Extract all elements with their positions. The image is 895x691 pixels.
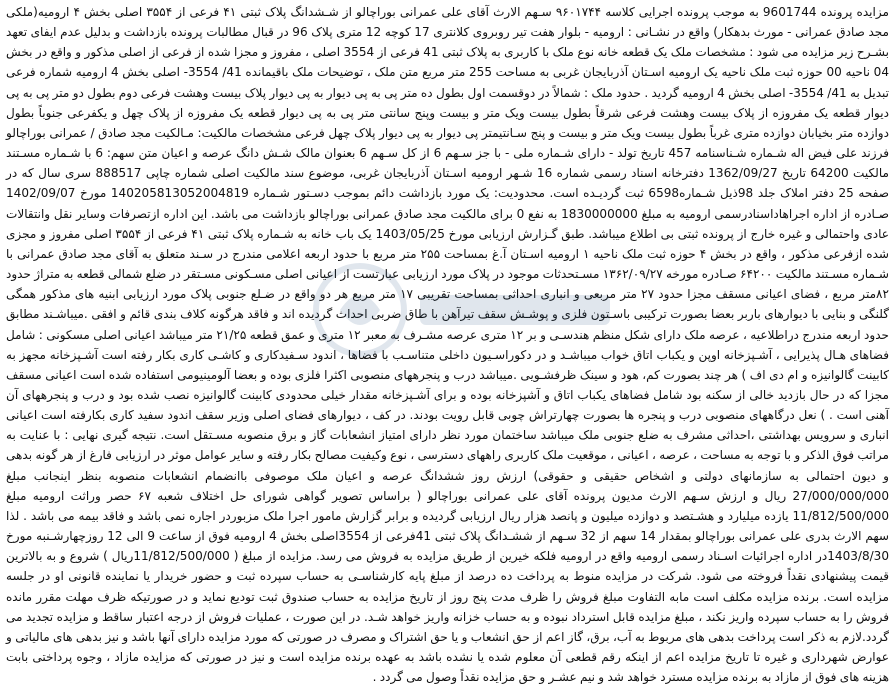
auction-notice-body: مزایده پرونده 9601744 به موجب پرونده اجرایی کلاسه ۹۶۰۱۷۴۴ سـهم الارث آقای علی عمرانی بوراچالو از شـشدانگ پلاک ثبتی ۴۱ فرعی از ۳۵۵۴ اصلی بخش ۴ ارومیه(ملکی مجد صادق عمرانی - مورث بدهکار) واقع در نشـانی : ارومیه - بلوار هفت تیر روبروی کلانتری 17 کوچه 12 متری پلاک 96 در قبال مطالبات پرونده بازداشت و بدلیل عدم ایفای تعهد بشـرح زیر مزایده می شود : مشخصات ملک یک قطعه خانه نوع ملک با کاربری به پلاک ثبتی 41 فرعی از 3554 اصلی ، مفروز و مجزا شده از فرعی از اصلی مذکور و واقع در بخش 04 ناحیه 00 حوزه ثبت ملک ناحیه یک ارومیه اسـتان آذربایجان غربی به مساحت 255 متر مربع متن ملک ، توضیحات ملک باقیمانده 41/ 3554- اصلی بخش 4 ارومیه شماره فرعی تبدیل به 41/ 3554- اصلی بخش 4 ارومیه گردید . حدود ملک : شمالاً در دوقسمت اول بطول ده متر پی به پی دیوار به پی دیوار پلاک بیست وهشت فرعی دوم بطول دو متر پی به پی دیوار قطعه یک مفروزه از پلاک بیست وهشت فرعی شرقاً بطول بیست ویک متر و بیست وپنج سانتی متر پی به پی دیوار قطعه یک مفروزه از پلاک چهل و یکفرعی جنوباً بطول دوازده متر بخیابان دوازده متری غرباً بطول بیست ویک متر و بیست و پنج سـانتیمتر پی دیوار به پی دیوار پلاک چهل فرعی مشخصات مالکیت: مـالکیت مجد صادق / عمرانی بوراچالو فرزند علی فیض اله شـماره شـناسنامه 457 تاریخ تولد - دارای شـماره ملی - با جز سـهم 6 از کل سـهم 6 بعنوان مالک شـش دانگ عرصه و اعیان متن سهم: 6 با شـماره مسـتند مالکیت 64200 تاریخ 1362/09/27 دفترخانه اسناد رسمی شماره 16 شـهر ارومیه اسـتان آذربایجان غربی، موضوع سند مالکیت اصلی شماره چاپی 888517 سری سال که در صفحه 25 دفتر املاک جلد 98ذیل شـماره6598 ثبت گردیـده است. محدودیت: یک مورد بازداشت دائم بموجب دسـتور شـماره 140205813052004819 مورخ 1402/09/07 صـادره از اداره اجراهاداسنادرسمی ارومیه به مبلغ 1830000000 به نفع 0 برای مالکیت مجد صادق عمرانی بوراچالو بازداشت می باشد. این اداره ازتصرفات وسایر نقل وانتقالات عادی واحتمالی و غیره خارج از پرونده ثبتی بی اطلاع میباشد. طبق گـزارش ارزیابی مورخ 1403/05/25 یک باب خانه به شـماره پلاک ثبتی ۴۱ فرعی از ۳۵۵۴ اصلی مفروز و مجزی شده ازفرعی مذکور ، واقع در بخش ۴ حوزه ثبت ملک ناحیه ۱ ارومیه اسـتان آ.غ بمساحت ۲۵۵ متر مربع با حدود اربعه اعلامی مندرج در سـند متعلق به آقای مجد صادق عمرانی با شـماره مسـتند مالکیت ۶۴۲۰۰ صـادره مورخه ۱۳۶۲/۰۹/۲۷ مسـتحدثات موجود در پلاک مورد ارزیابی عبارتست از اعیانی اصلی مسـکونی مسـتقر در ضلع شمالی قطعه به متراژ حدود ۸۲متر مربع ، فضای اعیانی مسقف مجزا حدود ۲۷ متر مربعی و انباری احداثی بمساحت تقریبی ۱۷ متر مربع هر دو واقع در ضـلع جنوبی پلاک مورد ارزیابی ابنیه های مذکور همگی گلنگی و بنایی با دیوارهای باربر بعضا بصورت ترکیبی باسـتون فلزی و پوشـش سقف تیرآهن با طاق ضربی احداث گردیده اند و فاقد هرگونه کلاف بندی قائم و افقی .میباشـند مطابق حدود اربعه مندرج دراطلاعیه ، عرصه ملک دارای شکل منظم هندسـی و بر ۱۲ متری عرصه مشـرف به معبر ۱۲ متری و عمق قطعه ۲۱/۲۵ متر میباشد اعیانی اصلی مسکونی : شامل فضاهای هـال پذیرایی ، آشـپزخانه اوپن و یکباب اتاق خواب میباشـد و در دکوراسـیون داخلی متناسـب با فضاها ، اندود سـفیدکاری و کاشـی کاری بکار رفته است آشـپزخانه مجهز به کابینت گالوانیزه و ام دی اف ) هر چند بصورت کم، هود و سینک ظرفشـویی .میباشد درب و پنجرههای منصوبی اکثرا فلزی بوده و بعضا آلومینیومی استفاده شده است اعیانی مسقف مجزا که در حال بازدید خالی از سکنه بود شامل فضاهای یکباب اتاق و آشپزخانه بوده و برای آشـپزخانه مقدار خیلی محدودی کابینت گالوانیزه نصب شده بود و درب و پنجرههای آن آهنی است . ) نعل درگاههای منصوبی درب و پنجره ها بصورت چهارتراش چوبی قابل رویت بودند. در کف ، دیوارهای فضای اصلی وزیر سقف اندود سفید کاری بکارفته است اعیانی انباری و سرویس بهداشتی ،احداثی مشرف به ضلع جنوبی ملک میباشد ساختمان مورد نظر دارای امتیاز انشعابات گاز و برق منصوبه مسـتقل است. نتیجه گیری نهایی : با عنایت به مراتب فوق الذکر و با توجه به مساحت ، عرصه ، اعیانی ، موقعیت ملک کاربری راههای دسترسی ، نوع وکیفیت مصالح بکار رفته و سایر عوامل موثر در ارزیابی فارغ از هر گونه بدهی و دیون احتمالی به سازمانهای دولتی و اشخاص حقیقی و حقوقی) ارزش روز ششدانگ عرصه و اعیان ملک موصوفی باانضمام انشعابات منصوبه بنظر اینجانب مبلغ 27/000/000/000 ریال و ارزش سـهم الارث مدیون پرونده آقای علی عمرانی بوراچالو ( براساس تصویر گواهی شورای حل اختلاف شعبه ۶۷ حصر وراثت ارومیه مبلغ 11/812/500/000 یازده میلیارد و هشـتصد و دوازده میلیون و پانصد هزار ریال ارزیابی گردیده و برابر گزارش مامور اجرا ملک مزبوردر اجاره نمی باشد و فاقد بیمه می باشد . لذا سهم الارث بدری علی عمرانی بوراچالو بمقدار 14 سهم از 32 سـهم از ششـدانگ پلاک ثبتی 41فرعی از 3554اصلی بخش 4 ارومیه فوق از ساعت 9 الی 12 روزچهارشـنبه مورخ 1403/8/30در اداره اجرائیات اسـناد رسمی ارومیه واقع در ارومیه فلکه خیرین از طریق مزایده به فروش می رسد. مزایده از مبلغ ( 11/812/500/000ریال ) شروع و به بالاترین قیمت پیشنهادی نقداً فروخته می شود. شرکت در مزایده منوط به پرداخت ده درصد از مبلغ پایه کارشناسـی به حساب سپرده ثبت و حضور خریدار یا نماینده قانونی او در جلسه مزایده است. برنده مزایده مکلف است مابه التفاوت مبلغ فروش را ظرف مدت پنج روز از تاریخ مزایده به حساب صندوق ثبت تودیع نماید و در صورتیکه ظرف مهلت مقرر مانده فروش را به حساب سپرده واریز نکند ، مبلغ مزایده قابل استرداد نبوده و به حساب خزانه واریز خواهد شـد. در این صورت ، عملیات فروش از درجه اعتبار ساقط و مزایده تجدید می گردد.لازم به ذکر است پرداخت بدهی های مربوط به آب، برق، گاز اعم از حق انشعاب و یا حق اشتراک و مصرف در صورتی که مورد مزایده دارای آنها باشد و نیز بدهی های مالیاتی و عوارض شهرداری و غیره تا تاریخ مزایده اعم از اینکه رقم قطعی آن معلوم شده یا نشده باشد به عهده برنده مزایده است و نیز در صورتی که مزایده مازاد ، وجوه پرداختی بابت هزینه های فوق از مازاد به برنده مزایده مسترد خواهد شد و نیم عشـر و حق مزایده نقداً وصول می گردد .: [6, 5, 890, 685]
